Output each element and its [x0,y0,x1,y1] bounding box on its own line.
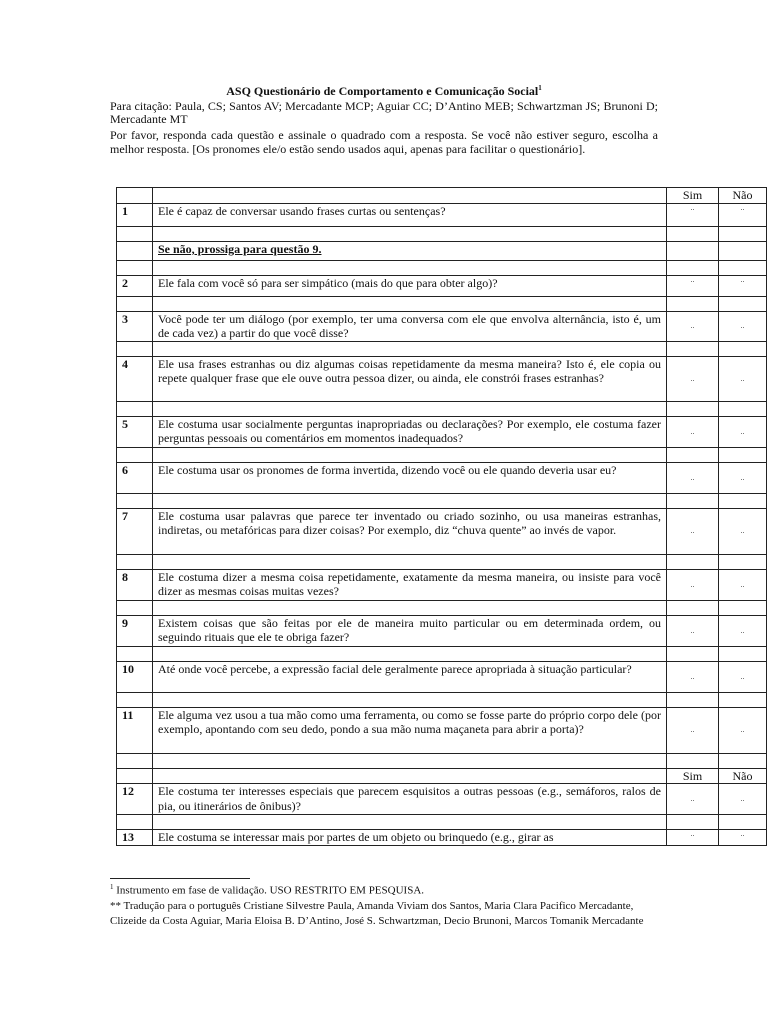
skip-instruction: Se não, prossiga para questão 9. [158,241,322,256]
spacer-cell [117,296,153,311]
spacer-cell [117,753,153,768]
spacer-cell [153,600,667,615]
spacer-cell [153,815,667,830]
answer-checkbox-yes[interactable]: .. [667,784,719,815]
column-header-no: Não [719,188,767,204]
answer-checkbox-no[interactable]: .. [719,661,767,692]
document-title [110,84,658,99]
question-number: 2 [117,275,153,296]
question-row [117,784,767,815]
question-row [117,661,767,692]
question-number: 13 [117,830,153,846]
spacer-row [117,554,767,569]
spacer-cell [667,341,719,356]
spacer-cell [667,600,719,615]
spacer-row [117,401,767,416]
answer-checkbox-no[interactable]: .. [719,203,767,226]
answer-checkbox-yes[interactable]: .. [667,615,719,646]
footnote-separator [110,878,250,879]
question-number: 10 [117,661,153,692]
spacer-cell [153,260,667,275]
footnote-2: ** Tradução para o português Cristiane Silvestre Paula, Amanda Viviam dos Santos, Maria Clara Pacifico Mercadante, Clizeide da Costa Aguiar, Maria Eloisa B. D’Antino, José S. Schwartzman, Decio Brunoni, Marcos Tomanik Mercadante [110,899,644,927]
spacer-row [117,600,767,615]
answer-checkbox-no[interactable]: .. [719,830,767,846]
spacer-cell [117,692,153,707]
spacer-cell [153,401,667,416]
question-row [117,203,767,226]
spacer-cell [667,447,719,462]
question-row [117,707,767,753]
spacer-cell [117,815,153,830]
spacer-cell [667,401,719,416]
answer-checkbox-yes[interactable]: .. [667,569,719,600]
spacer-cell [667,226,719,241]
spacer-cell [667,260,719,275]
question-row [117,462,767,493]
skip-instruction-row [117,241,767,260]
answer-checkbox-yes[interactable]: .. [667,661,719,692]
spacer-cell [667,493,719,508]
question-row [117,311,767,341]
spacer-cell [153,692,667,707]
column-header-yes: Sim [667,768,719,784]
spacer-cell [719,753,767,768]
header-empty-cell [153,188,667,204]
footnote-mark: 1 [110,883,114,891]
question-text: Ele alguma vez usou a tua mão como uma ferramenta, ou como se fosse parte do próprio corpo dele (por exemplo, apontando com seu dedo, pondo a sua mão numa maçaneta para abrir a porta)? [153,707,667,753]
answer-checkbox-no[interactable]: .. [719,416,767,447]
question-row [117,830,767,846]
spacer-row [117,226,767,241]
answer-checkbox-no[interactable]: .. [719,311,767,341]
skip-empty-cell [117,241,153,260]
spacer-cell [117,554,153,569]
answer-checkbox-yes[interactable]: .. [667,830,719,846]
spacer-cell [719,493,767,508]
question-text: Você pode ter um diálogo (por exemplo, ter uma conversa com ele que envolva alternância, isto é, um de cada vez) a partir do que você disse? [153,311,667,341]
answer-checkbox-no[interactable]: .. [719,569,767,600]
spacer-cell [153,554,667,569]
answer-checkbox-yes[interactable]: .. [667,416,719,447]
question-text: Ele fala com você só para ser simpático (mais do que para obter algo)? [153,275,667,296]
column-header-no: Não [719,768,767,784]
question-text: Ele é capaz de conversar usando frases curtas ou sentenças? [153,203,667,226]
spacer-cell [719,646,767,661]
header-empty-cell [153,768,667,784]
footnotes [110,880,658,929]
question-number: 6 [117,462,153,493]
spacer-cell [719,226,767,241]
question-number: 3 [117,311,153,341]
question-row [117,275,767,296]
answer-checkbox-yes[interactable]: .. [667,707,719,753]
spacer-row [117,493,767,508]
header-row [117,768,767,784]
spacer-cell [667,692,719,707]
answer-checkbox-no[interactable]: .. [719,462,767,493]
answer-checkbox-yes[interactable]: .. [667,508,719,554]
spacer-cell [117,493,153,508]
spacer-cell [117,226,153,241]
skip-instruction-cell [153,241,667,260]
spacer-cell [719,341,767,356]
answer-checkbox-no[interactable]: .. [719,356,767,401]
question-number: 8 [117,569,153,600]
spacer-row [117,341,767,356]
answer-checkbox-yes[interactable]: .. [667,462,719,493]
answer-checkbox-no[interactable]: .. [719,275,767,296]
footnote-1 [110,880,658,899]
spacer-cell [153,753,667,768]
spacer-cell [719,815,767,830]
question-text: Ele usa frases estranhas ou diz algumas coisas repetidamente da mesma maneira? Isto é, ele copia ou repete qualquer frase que ele ouve outra pessoa dizer, ou ainda, ele constrói frases estranhas? [153,356,667,401]
answer-checkbox-no[interactable]: .. [719,615,767,646]
citation-text: Para citação: Paula, CS; Santos AV; Mercadante MCP; Aguiar CC; D’Antino MEB; Schwartzman JS; Brunoni D; Mercadante MT [110,99,658,126]
question-text: Existem coisas que são feitas por ele de maneira muito particular ou em determinada ordem, ou seguindo rituais que ele te obriga fazer? [153,615,667,646]
answer-checkbox-no[interactable]: .. [719,508,767,554]
spacer-cell [719,447,767,462]
answer-checkbox-yes[interactable]: .. [667,275,719,296]
spacer-row [117,447,767,462]
spacer-cell [719,401,767,416]
skip-empty-cell [667,241,719,260]
spacer-cell [719,554,767,569]
spacer-cell [153,296,667,311]
spacer-cell [719,692,767,707]
spacer-row [117,753,767,768]
column-header-yes: Sim [667,188,719,204]
answer-checkbox-yes[interactable]: .. [667,311,719,341]
question-number: 7 [117,508,153,554]
spacer-cell [153,226,667,241]
spacer-cell [153,493,667,508]
question-text: Ele costuma usar socialmente perguntas inapropriadas ou declarações? Por exemplo, ele costuma fazer perguntas pessoais ou comentários em momentos inadequados? [153,416,667,447]
spacer-cell [117,600,153,615]
spacer-cell [667,815,719,830]
question-text: Ele costuma dizer a mesma coisa repetidamente, exatamente da mesma maneira, ou insiste para você dizer as mesmas coisas muitas vezes? [153,569,667,600]
answer-checkbox-yes[interactable]: .. [667,356,719,401]
questionnaire-table [116,187,767,846]
question-text: Ele costuma se interessar mais por partes de um objeto ou brinquedo (e.g., girar as [153,830,667,846]
question-text: Até onde você percebe, a expressão facial dele geralmente parece apropriada à situação particular? [153,661,667,692]
question-row [117,569,767,600]
question-number: 12 [117,784,153,815]
footnote-1-text: Instrumento em fase de validação. USO RESTRITO EM PESQUISA. [116,884,425,897]
spacer-cell [117,447,153,462]
spacer-row [117,692,767,707]
question-text: Ele costuma ter interesses especiais que parecem esquisitos a outras pessoas (e.g., semáforos, ralos de pia, ou itinerários de ônibus)? [153,784,667,815]
question-text: Ele costuma usar palavras que parece ter inventado ou criado sozinho, ou usa maneiras estranhas, indiretas, ou metafóricas para dizer coisas? Por exemplo, diz “chuva quente” ao invés de vapor. [153,508,667,554]
spacer-row [117,815,767,830]
spacer-cell [153,341,667,356]
title-footnote-mark: 1 [538,84,542,92]
instructions-text: Por favor, responda cada questão e assinale o quadrado com a resposta. Se você não estiver seguro, escolha a melhor resposta. [Os pronomes ele/o estão sendo usados aqui, apenas para facilitar o questionário]. [110,128,658,156]
question-number: 11 [117,707,153,753]
spacer-cell [667,646,719,661]
spacer-cell [667,296,719,311]
question-number: 9 [117,615,153,646]
question-row [117,416,767,447]
spacer-row [117,646,767,661]
spacer-row [117,296,767,311]
spacer-cell [153,447,667,462]
spacer-row [117,260,767,275]
question-number: 5 [117,416,153,447]
spacer-cell [719,296,767,311]
header-empty-cell [117,768,153,784]
header-row [117,188,767,204]
answer-checkbox-no[interactable]: .. [719,784,767,815]
spacer-cell [719,600,767,615]
question-row [117,508,767,554]
spacer-cell [667,554,719,569]
answer-checkbox-yes[interactable]: .. [667,203,719,226]
skip-empty-cell [719,241,767,260]
question-row [117,615,767,646]
question-number: 1 [117,203,153,226]
spacer-cell [117,646,153,661]
spacer-cell [117,401,153,416]
question-text: Ele costuma usar os pronomes de forma invertida, dizendo você ou ele quando deveria usar eu? [153,462,667,493]
spacer-cell [153,646,667,661]
spacer-cell [117,260,153,275]
question-row [117,356,767,401]
question-number: 4 [117,356,153,401]
spacer-cell [117,341,153,356]
spacer-cell [719,260,767,275]
title-text: ASQ Questionário de Comportamento e Comunicação Social [226,84,539,98]
header-empty-cell [117,188,153,204]
answer-checkbox-no[interactable]: .. [719,707,767,753]
spacer-cell [667,753,719,768]
